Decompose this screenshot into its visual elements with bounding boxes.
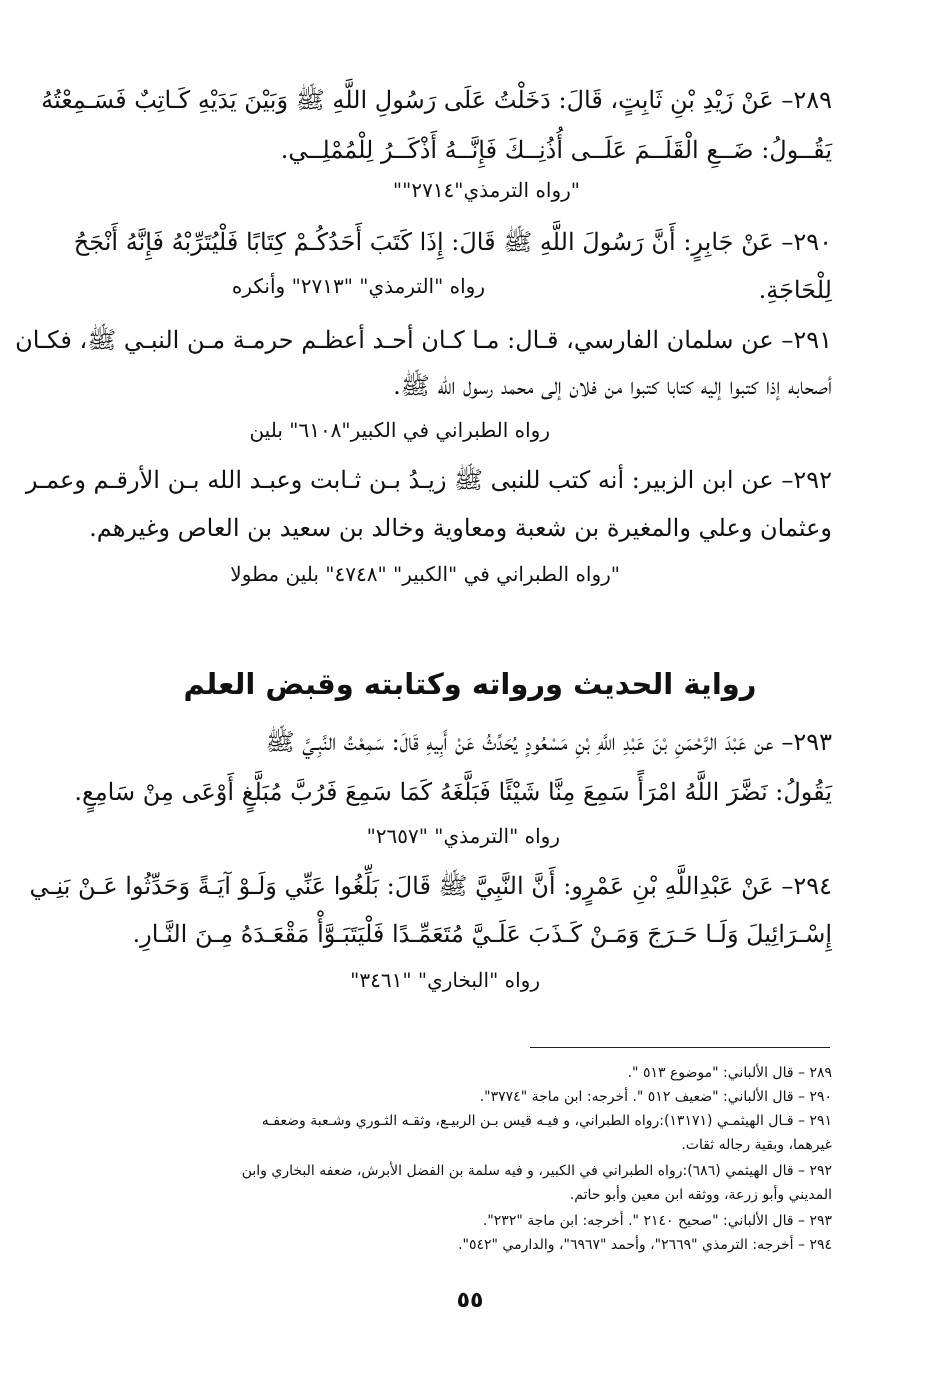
hadith-294-line-1: ٢٩٤– عَنْ عَبْدِاللَّهِ بْنِ عَمْرٍو: أَنَّ النَّبِيَّ ﷺ قَالَ: بَلِّغُوا عَنِّي وَلَـوْ آيَـةً وَحَدِّثُوا عَـنْ بَنِـي xyxy=(29,872,832,900)
footnote-separator xyxy=(530,1047,830,1048)
hadith-291-line-2: أصحابه إذا كتبوا إليه كتابا كتبوا من فلان إلى محمد رسول الله ﷺ. xyxy=(393,372,832,400)
footnote-293: ٢٩٣ – قال الألباني: "صحيح ٢١٤٠ ". أخرجه: ابن ماجة "٢٣٢". xyxy=(482,1213,832,1229)
footnote-289: ٢٨٩ – قال الألباني: "موضوع ٥١٣ ". xyxy=(627,1065,832,1081)
footnote-290: ٢٩٠ – قال الألباني: "ضعيف ٥١٢ ". أخرجه: ابن ماجة "٣٧٧٤". xyxy=(479,1089,832,1105)
hadith-289-line-2: يَقُــولُ: ضَــعِ الْقَلَــمَ عَلَــى أُذُنِــكَ فَإِنَّــهُ أَذْكَــرُ لِلْمُمْلِــي. xyxy=(280,136,832,164)
hadith-292-source: "رواه الطبراني في "الكبير" "٤٧٤٨" بلين مطولا xyxy=(230,562,620,586)
hadith-293-line-2: يَقُولُ: نَضَّرَ اللَّهُ امْرَأً سَمِعَ مِنَّا شَيْئًا فَبَلَّغَهُ كَمَا سَمِعَ فَرُبَّ مُبَلَّغٍ أَوْعَى مِنْ سَامِعٍ. xyxy=(74,778,832,806)
hadith-291-line-1: ٢٩١– عن سلمان الفارسي، قـال: مـا كـان أحـد أعظـم حرمـة مـن النبـي ﷺ، فكـان xyxy=(15,326,832,354)
hadith-290-source: رواه "الترمذي" "٢٧١٣" وأنكره xyxy=(231,274,485,298)
footnote-291: ٢٩١ – قـال الهيثمـي (١٣١٧١):رواه الطبراني، و فيـه قيس بـن الربيـع، وثقـه الثـوري وشـعبة وضعفـه xyxy=(261,1113,832,1129)
hadith-289-line-1: ٢٨٩– عَنْ زَيْدِ بْنِ ثَابِتٍ، قَالَ: دَخَلْتُ عَلَى رَسُولِ اللَّهِ ﷺ وَبَيْنَ يَدَيْهِ كَـاتِبٌ فَسَـمِعْتُهُ xyxy=(41,86,832,114)
hadith-290-line-1: ٢٩٠– عَنْ جَابِرٍ: أَنَّ رَسُولَ اللَّهِ ﷺ قَالَ: إِذَا كَتَبَ أَحَدُكُـمْ كِتَابًا فَلْيُتَرِّبْهُ فَإِنَّهُ أَنْجَحُ xyxy=(73,228,832,256)
hadith-290-line-2: لِلْحَاجَةِ. xyxy=(758,276,832,304)
hadith-291-source: رواه الطبراني في الكبير"٦١٠٨" بلين xyxy=(249,418,550,442)
hadith-292-line-1: ٢٩٢– عن ابن الزبير: أنه كتب للنبى ﷺ زيـدُ بـن ثـابت وعبـد الله بـن الأرقـم وعمـر xyxy=(25,466,832,494)
footnote-292-cont: المديني وأبو زرعة، ووثقه ابن معين وأبو حاتم. xyxy=(569,1187,832,1203)
hadith-293-line-1: ٢٩٣– عن عَبْدَ الرَّحْمَنِ بْنَ عَبْدِ اللَّهِ بْنِ مَسْعُودٍ يُحَدِّثُ عَنْ أَبِيهِ قَالَ: سَمِعْتُ النَّبِـيَّ ﷺ xyxy=(265,728,832,756)
hadith-289-source: "رواه الترمذي"٢٧١٤"" xyxy=(392,178,580,202)
page-number: ٥٥ xyxy=(456,1288,484,1313)
section-heading: رواية الحديث ورواته وكتابته وقبض العلم xyxy=(183,667,757,701)
footnote-294: ٢٩٤ – أخرجه: الترمذي "٢٦٦٩"، وأحمد "٦٩٦٧"، والدارمي "٥٤٢". xyxy=(458,1237,832,1253)
footnote-292: ٢٩٢ – قال الهيثمي (٦٨٦):رواه الطبراني في الكبير، و فيه سلمة بن الفضل الأبرش، ضعفه البخاري وابن xyxy=(241,1163,832,1179)
hadith-294-line-2: إِسْـرَائِيلَ وَلَـا حَـرَجَ وَمَـنْ كَـذَبَ عَلَـيَّ مُتَعَمِّـدًا فَلْيَتَبَـوَّأْ مَقْعَـدَهُ مِـنَ النَّـارِ. xyxy=(132,920,832,948)
footnote-291-cont: غيرهما، وبقية رجاله ثقات. xyxy=(681,1137,832,1153)
hadith-292-line-2: وعثمان وعلي والمغيرة بن شعبة ومعاوية وخالد بن سعيد بن العاص وغيرهم. xyxy=(89,514,832,542)
hadith-293-source: رواه "الترمذي" "٢٦٥٧" xyxy=(366,824,560,848)
hadith-294-source: رواه "البخاري" "٣٤٦١" xyxy=(350,968,540,992)
